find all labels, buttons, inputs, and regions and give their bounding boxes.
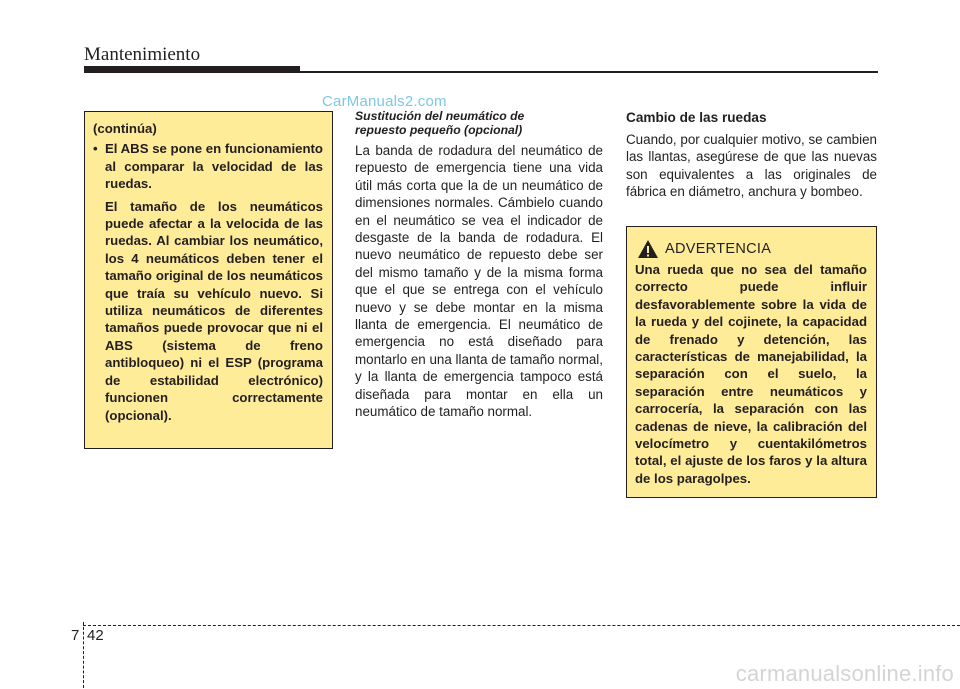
bullet-symbol: • [93,141,98,157]
spare-tire-body: La banda de rodadura del neumático de repuesto de emergencia tiene una vida útil más corta que la de un neumático de dimensiones normales. Cámbielo cuando en el neumático se vea el indicador de desgaste de la banda de rodadura. El nuevo neumático de repuesto debe ser del mismo tamaño y de la misma forma que el que se entrega con el vehículo nuevo y se debe montar en la misma llanta de emergencia. El neumático de emergencia no está diseñado para montarlo en una llanta de tamaño normal, y la llanta de emergencia tampoco está diseñada para montar en ella un neumático de tamaño normal. [355,143,603,420]
continued-label: (continúa) [93,121,157,136]
abs-info-box [84,111,333,449]
spare-tire-subtitle: Sustitución del neumático de repuesto pequeño (opcional) [355,109,525,137]
warning-box [626,226,877,498]
spare-tire-section [355,109,603,421]
header-rule [300,71,878,73]
warning-triangle-icon [637,239,659,259]
wheel-change-section [626,109,877,201]
page-header-title: Mantenimiento [84,44,201,65]
abs-bullet [93,140,323,192]
warning-header [637,239,867,259]
header-thick-bar [84,66,300,73]
footer-horizontal-rule [83,625,960,626]
chapter-number: 7 [71,627,80,644]
wheel-change-title: Cambio de las ruedas [626,110,767,125]
warning-title: ADVERTENCIA [665,241,772,257]
watermark-bottom: carmanualsonline.info [735,661,954,686]
abs-bullet-text: El ABS se pone en funcionamiento al comparar la velocidad de las ruedas. [105,141,323,192]
wheel-change-body: Cuando, por cualquier motivo, se cambien las llantas, asegúrese de que las nuevas son equivalentes a las originales de fábrica en diámetro, anchura y bombeo. [626,132,877,200]
page-number: 42 [87,627,104,644]
watermark-link[interactable]: CarManuals2.com [322,93,447,110]
footer-vertical-rule [83,622,84,688]
warning-text: Una rueda que no sea del tamaño correcto puede influir desfavorablemente sobre la vida de la rueda y del cojinete, la capacidad de frenado y detención, las características de manejabilidad, la separación con el suelo, la separación entre neumáticos y carrocería, la separación con las cadenas de nieve, la calibración del velocímetro y cuentakilómetros total, el ajuste de los faros y la altura de los paragolpes. [635,262,867,486]
tire-size-paragraph: El tamaño de los neumáticos puede afectar a la velocida de las ruedas. Al cambiar los neumático, los 4 neumáticos deben tener el tamaño original de los neumáticos que traía su vehículo nuevo. Si utiliza neumáticos de diferentes tamaños puede provocar que ni el ABS (sistema de freno antibloqueo) ni el ESP (programa de estabilidad electrónico) funcionen correctamente (opcional). [105,198,323,423]
